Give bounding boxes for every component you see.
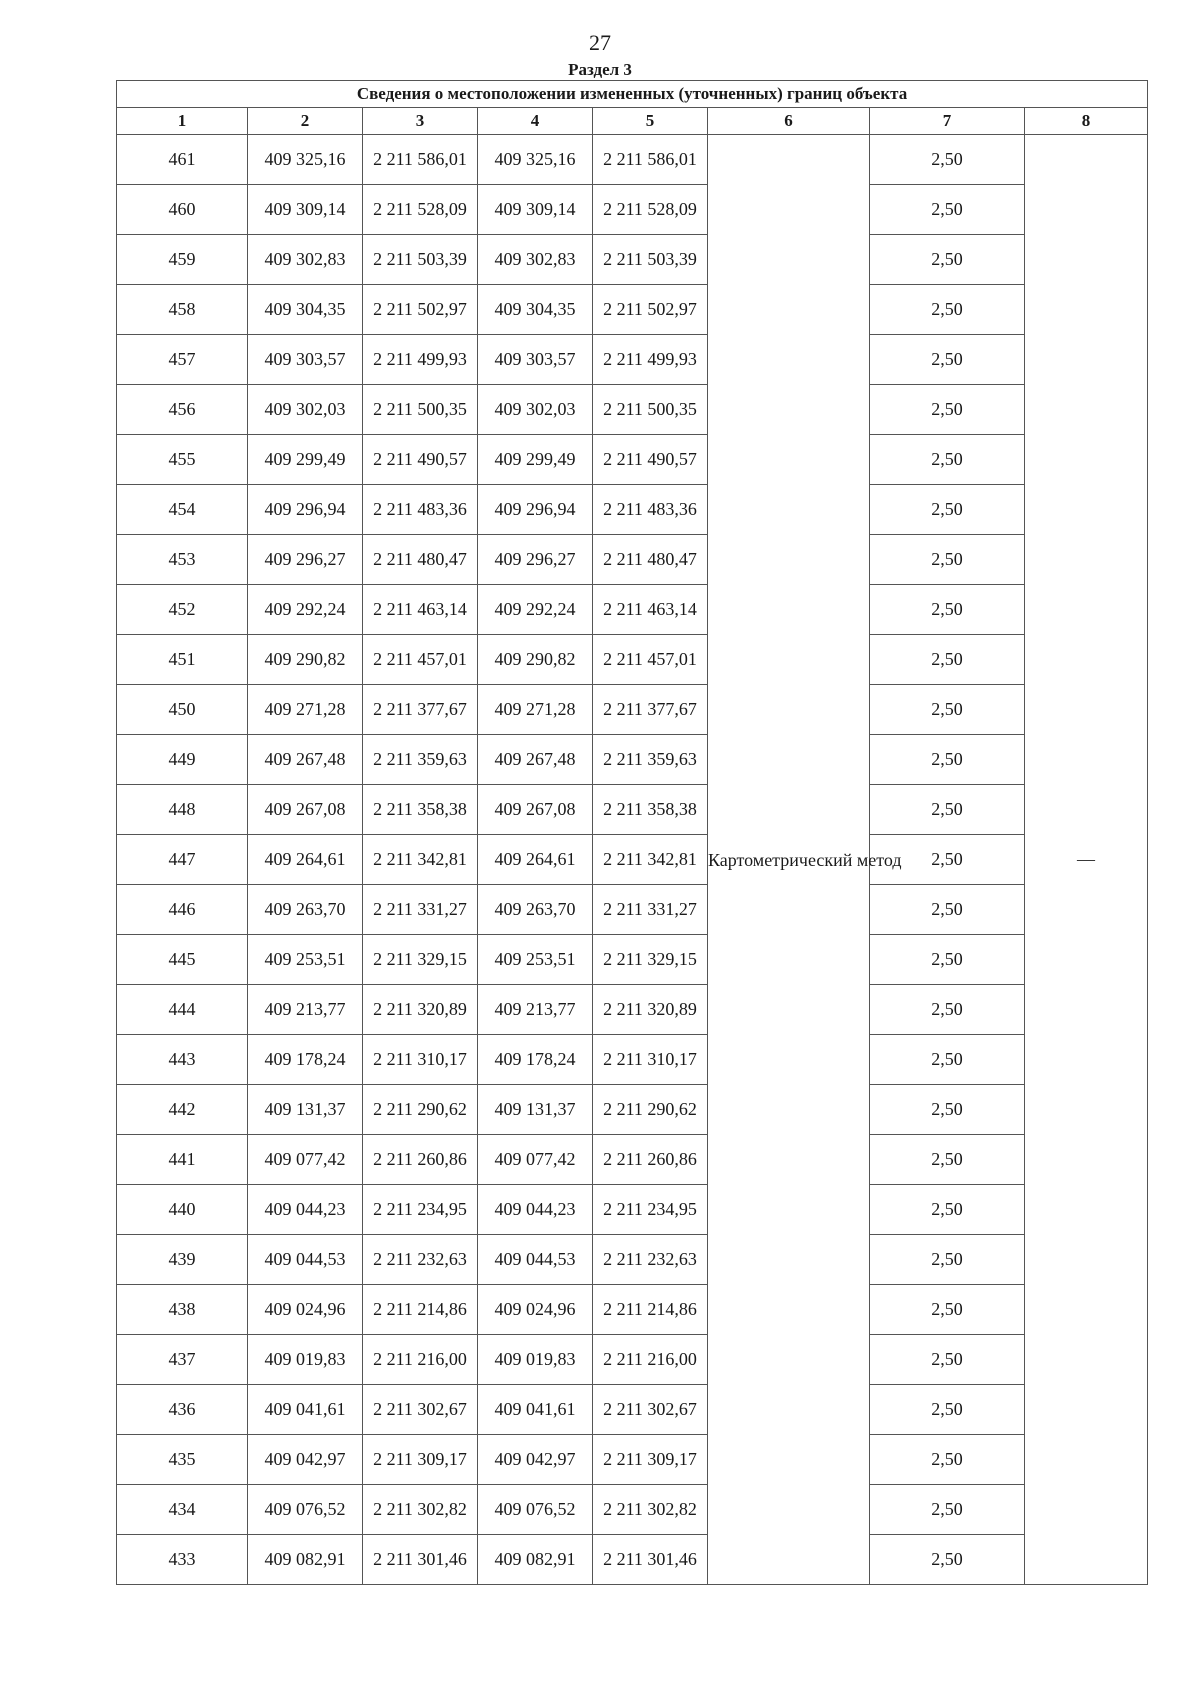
- column-number-row: [117, 108, 1148, 135]
- point-number-cell: 459: [117, 235, 248, 285]
- accuracy-cell: 2,50: [870, 135, 1025, 185]
- table-row: [117, 1135, 1148, 1185]
- accuracy-cell: 2,50: [870, 985, 1025, 1035]
- table-row: [117, 1035, 1148, 1085]
- table-row: [117, 735, 1148, 785]
- accuracy-cell: 2,50: [870, 1485, 1025, 1535]
- x-existing-cell: 409 271,28: [248, 685, 363, 735]
- x-new-cell: 409 024,96: [478, 1285, 593, 1335]
- point-number-cell: 444: [117, 985, 248, 1035]
- x-existing-cell: 409 044,23: [248, 1185, 363, 1235]
- point-number-cell: 441: [117, 1135, 248, 1185]
- y-new-cell: 2 211 331,27: [593, 885, 708, 935]
- y-new-cell: 2 211 586,01: [593, 135, 708, 185]
- y-existing-cell: 2 211 463,14: [363, 585, 478, 635]
- column-number-3: 3: [363, 108, 478, 135]
- y-existing-cell: 2 211 483,36: [363, 485, 478, 535]
- y-existing-cell: 2 211 301,46: [363, 1535, 478, 1585]
- x-new-cell: 409 296,27: [478, 535, 593, 585]
- x-existing-cell: 409 041,61: [248, 1385, 363, 1435]
- x-new-cell: 409 041,61: [478, 1385, 593, 1435]
- accuracy-cell: 2,50: [870, 1135, 1025, 1185]
- accuracy-cell: 2,50: [870, 685, 1025, 735]
- point-number-cell: 446: [117, 885, 248, 935]
- point-number-cell: 460: [117, 185, 248, 235]
- accuracy-cell: 2,50: [870, 935, 1025, 985]
- y-existing-cell: 2 211 214,86: [363, 1285, 478, 1335]
- x-new-cell: 409 019,83: [478, 1335, 593, 1385]
- y-new-cell: 2 211 320,89: [593, 985, 708, 1035]
- y-existing-cell: 2 211 377,67: [363, 685, 478, 735]
- point-number-cell: 445: [117, 935, 248, 985]
- y-new-cell: 2 211 290,62: [593, 1085, 708, 1135]
- y-existing-cell: 2 211 310,17: [363, 1035, 478, 1085]
- accuracy-cell: 2,50: [870, 635, 1025, 685]
- x-new-cell: 409 325,16: [478, 135, 593, 185]
- accuracy-cell: 2,50: [870, 1535, 1025, 1585]
- x-new-cell: 409 304,35: [478, 285, 593, 335]
- accuracy-cell: 2,50: [870, 435, 1025, 485]
- y-existing-cell: 2 211 320,89: [363, 985, 478, 1035]
- y-new-cell: 2 211 500,35: [593, 385, 708, 435]
- y-new-cell: 2 211 463,14: [593, 585, 708, 635]
- point-number-cell: 436: [117, 1385, 248, 1435]
- y-existing-cell: 2 211 260,86: [363, 1135, 478, 1185]
- x-new-cell: 409 303,57: [478, 335, 593, 385]
- point-number-cell: 450: [117, 685, 248, 735]
- table-row: [117, 1535, 1148, 1585]
- point-number-cell: 454: [117, 485, 248, 535]
- x-existing-cell: 409 304,35: [248, 285, 363, 335]
- x-existing-cell: 409 213,77: [248, 985, 363, 1035]
- table-row: [117, 1485, 1148, 1535]
- y-existing-cell: 2 211 457,01: [363, 635, 478, 685]
- column-number-1: 1: [117, 108, 248, 135]
- accuracy-cell: 2,50: [870, 1335, 1025, 1385]
- y-new-cell: 2 211 329,15: [593, 935, 708, 985]
- x-new-cell: 409 178,24: [478, 1035, 593, 1085]
- note-cell: —: [1025, 135, 1148, 1585]
- table-row: [117, 1235, 1148, 1285]
- x-new-cell: 409 271,28: [478, 685, 593, 735]
- column-number-6: 6: [708, 108, 870, 135]
- x-new-cell: 409 309,14: [478, 185, 593, 235]
- table-row: [117, 485, 1148, 535]
- accuracy-cell: 2,50: [870, 1085, 1025, 1135]
- table-row: [117, 135, 1148, 185]
- table-row: [117, 1335, 1148, 1385]
- x-new-cell: 409 267,48: [478, 735, 593, 785]
- point-number-cell: 442: [117, 1085, 248, 1135]
- y-existing-cell: 2 211 480,47: [363, 535, 478, 585]
- y-new-cell: 2 211 358,38: [593, 785, 708, 835]
- x-existing-cell: 409 264,61: [248, 835, 363, 885]
- table-row: [117, 1435, 1148, 1485]
- point-number-cell: 437: [117, 1335, 248, 1385]
- accuracy-cell: 2,50: [870, 535, 1025, 585]
- x-existing-cell: 409 044,53: [248, 1235, 363, 1285]
- y-new-cell: 2 211 457,01: [593, 635, 708, 685]
- accuracy-cell: 2,50: [870, 1435, 1025, 1485]
- y-new-cell: 2 211 310,17: [593, 1035, 708, 1085]
- y-existing-cell: 2 211 329,15: [363, 935, 478, 985]
- y-new-cell: 2 211 234,95: [593, 1185, 708, 1235]
- table-caption: Сведения о местоположении измененных (уточненных) границ объекта: [117, 81, 1148, 108]
- section-title: Раздел 3: [568, 60, 632, 79]
- point-number-cell: 457: [117, 335, 248, 385]
- table-row: [117, 535, 1148, 585]
- x-existing-cell: 409 253,51: [248, 935, 363, 985]
- y-new-cell: 2 211 359,63: [593, 735, 708, 785]
- accuracy-cell: 2,50: [870, 185, 1025, 235]
- x-existing-cell: 409 303,57: [248, 335, 363, 385]
- table-row: [117, 1285, 1148, 1335]
- y-new-cell: 2 211 232,63: [593, 1235, 708, 1285]
- x-new-cell: 409 267,08: [478, 785, 593, 835]
- accuracy-cell: 2,50: [870, 885, 1025, 935]
- y-new-cell: 2 211 377,67: [593, 685, 708, 735]
- y-existing-cell: 2 211 500,35: [363, 385, 478, 435]
- table-row: [117, 935, 1148, 985]
- point-number-cell: 447: [117, 835, 248, 885]
- y-existing-cell: 2 211 499,93: [363, 335, 478, 385]
- x-existing-cell: 409 077,42: [248, 1135, 363, 1185]
- y-existing-cell: 2 211 309,17: [363, 1435, 478, 1485]
- y-existing-cell: 2 211 342,81: [363, 835, 478, 885]
- accuracy-cell: 2,50: [870, 585, 1025, 635]
- table-row: [117, 385, 1148, 435]
- x-existing-cell: 409 178,24: [248, 1035, 363, 1085]
- x-new-cell: 409 263,70: [478, 885, 593, 935]
- y-existing-cell: 2 211 528,09: [363, 185, 478, 235]
- y-new-cell: 2 211 216,00: [593, 1335, 708, 1385]
- x-new-cell: 409 131,37: [478, 1085, 593, 1135]
- x-new-cell: 409 082,91: [478, 1535, 593, 1585]
- accuracy-cell: 2,50: [870, 1235, 1025, 1285]
- column-number-5: 5: [593, 108, 708, 135]
- table-row: [117, 435, 1148, 485]
- method-cell: Картометрический метод: [708, 135, 870, 1585]
- x-existing-cell: 409 290,82: [248, 635, 363, 685]
- y-existing-cell: 2 211 586,01: [363, 135, 478, 185]
- column-number-4: 4: [478, 108, 593, 135]
- x-existing-cell: 409 296,27: [248, 535, 363, 585]
- point-number-cell: 440: [117, 1185, 248, 1235]
- y-existing-cell: 2 211 359,63: [363, 735, 478, 785]
- x-new-cell: 409 296,94: [478, 485, 593, 535]
- y-existing-cell: 2 211 358,38: [363, 785, 478, 835]
- x-existing-cell: 409 131,37: [248, 1085, 363, 1135]
- x-existing-cell: 409 325,16: [248, 135, 363, 185]
- y-new-cell: 2 211 260,86: [593, 1135, 708, 1185]
- table-row: [117, 985, 1148, 1035]
- y-new-cell: 2 211 301,46: [593, 1535, 708, 1585]
- point-number-cell: 456: [117, 385, 248, 435]
- y-existing-cell: 2 211 302,67: [363, 1385, 478, 1435]
- y-existing-cell: 2 211 331,27: [363, 885, 478, 935]
- table-row: [117, 1385, 1148, 1435]
- x-existing-cell: 409 267,08: [248, 785, 363, 835]
- point-number-cell: 455: [117, 435, 248, 485]
- table-row: [117, 1085, 1148, 1135]
- point-number-cell: 452: [117, 585, 248, 635]
- x-new-cell: 409 213,77: [478, 985, 593, 1035]
- x-new-cell: 409 302,03: [478, 385, 593, 435]
- y-existing-cell: 2 211 302,82: [363, 1485, 478, 1535]
- accuracy-cell: 2,50: [870, 835, 1025, 885]
- boundary-coordinates-table: [116, 80, 1148, 1585]
- y-new-cell: 2 211 503,39: [593, 235, 708, 285]
- page-number: 27: [589, 30, 611, 55]
- accuracy-cell: 2,50: [870, 235, 1025, 285]
- table-row: [117, 235, 1148, 285]
- accuracy-cell: 2,50: [870, 385, 1025, 435]
- y-new-cell: 2 211 528,09: [593, 185, 708, 235]
- point-number-cell: 453: [117, 535, 248, 585]
- table-row: [117, 1185, 1148, 1235]
- table-row: [117, 885, 1148, 935]
- x-existing-cell: 409 309,14: [248, 185, 363, 235]
- table-row: [117, 185, 1148, 235]
- x-new-cell: 409 292,24: [478, 585, 593, 635]
- y-new-cell: 2 211 480,47: [593, 535, 708, 585]
- point-number-cell: 438: [117, 1285, 248, 1335]
- point-number-cell: 439: [117, 1235, 248, 1285]
- accuracy-cell: 2,50: [870, 335, 1025, 385]
- point-number-cell: 458: [117, 285, 248, 335]
- y-new-cell: 2 211 302,67: [593, 1385, 708, 1435]
- x-new-cell: 409 077,42: [478, 1135, 593, 1185]
- table-row: [117, 685, 1148, 735]
- y-existing-cell: 2 211 502,97: [363, 285, 478, 335]
- column-number-8: 8: [1025, 108, 1148, 135]
- x-new-cell: 409 264,61: [478, 835, 593, 885]
- x-new-cell: 409 044,23: [478, 1185, 593, 1235]
- point-number-cell: 433: [117, 1535, 248, 1585]
- accuracy-cell: 2,50: [870, 735, 1025, 785]
- y-new-cell: 2 211 309,17: [593, 1435, 708, 1485]
- x-existing-cell: 409 299,49: [248, 435, 363, 485]
- accuracy-cell: 2,50: [870, 1385, 1025, 1435]
- y-new-cell: 2 211 490,57: [593, 435, 708, 485]
- x-existing-cell: 409 076,52: [248, 1485, 363, 1535]
- table-row: [117, 285, 1148, 335]
- point-number-cell: 448: [117, 785, 248, 835]
- table-row: [117, 785, 1148, 835]
- point-number-cell: 435: [117, 1435, 248, 1485]
- accuracy-cell: 2,50: [870, 1035, 1025, 1085]
- y-new-cell: 2 211 342,81: [593, 835, 708, 885]
- y-existing-cell: 2 211 232,63: [363, 1235, 478, 1285]
- point-number-cell: 461: [117, 135, 248, 185]
- column-number-2: 2: [248, 108, 363, 135]
- table-row: [117, 635, 1148, 685]
- x-existing-cell: 409 267,48: [248, 735, 363, 785]
- y-existing-cell: 2 211 216,00: [363, 1335, 478, 1385]
- x-new-cell: 409 076,52: [478, 1485, 593, 1535]
- y-new-cell: 2 211 499,93: [593, 335, 708, 385]
- x-existing-cell: 409 296,94: [248, 485, 363, 535]
- x-new-cell: 409 299,49: [478, 435, 593, 485]
- x-existing-cell: 409 263,70: [248, 885, 363, 935]
- accuracy-cell: 2,50: [870, 1285, 1025, 1335]
- x-new-cell: 409 302,83: [478, 235, 593, 285]
- point-number-cell: 449: [117, 735, 248, 785]
- point-number-cell: 451: [117, 635, 248, 685]
- x-existing-cell: 409 019,83: [248, 1335, 363, 1385]
- x-new-cell: 409 290,82: [478, 635, 593, 685]
- x-existing-cell: 409 042,97: [248, 1435, 363, 1485]
- y-new-cell: 2 211 214,86: [593, 1285, 708, 1335]
- y-new-cell: 2 211 483,36: [593, 485, 708, 535]
- table-row: [117, 585, 1148, 635]
- x-new-cell: 409 044,53: [478, 1235, 593, 1285]
- x-new-cell: 409 042,97: [478, 1435, 593, 1485]
- point-number-cell: 434: [117, 1485, 248, 1535]
- accuracy-cell: 2,50: [870, 485, 1025, 535]
- y-existing-cell: 2 211 503,39: [363, 235, 478, 285]
- x-existing-cell: 409 302,03: [248, 385, 363, 435]
- y-new-cell: 2 211 302,82: [593, 1485, 708, 1535]
- y-new-cell: 2 211 502,97: [593, 285, 708, 335]
- x-existing-cell: 409 302,83: [248, 235, 363, 285]
- y-existing-cell: 2 211 290,62: [363, 1085, 478, 1135]
- x-existing-cell: 409 082,91: [248, 1535, 363, 1585]
- accuracy-cell: 2,50: [870, 785, 1025, 835]
- point-number-cell: 443: [117, 1035, 248, 1085]
- x-existing-cell: 409 292,24: [248, 585, 363, 635]
- x-existing-cell: 409 024,96: [248, 1285, 363, 1335]
- x-new-cell: 409 253,51: [478, 935, 593, 985]
- table-row: [117, 835, 1148, 885]
- accuracy-cell: 2,50: [870, 285, 1025, 335]
- y-existing-cell: 2 211 490,57: [363, 435, 478, 485]
- table-body: [117, 135, 1148, 1585]
- column-number-7: 7: [870, 108, 1025, 135]
- table-row: [117, 335, 1148, 385]
- y-existing-cell: 2 211 234,95: [363, 1185, 478, 1235]
- accuracy-cell: 2,50: [870, 1185, 1025, 1235]
